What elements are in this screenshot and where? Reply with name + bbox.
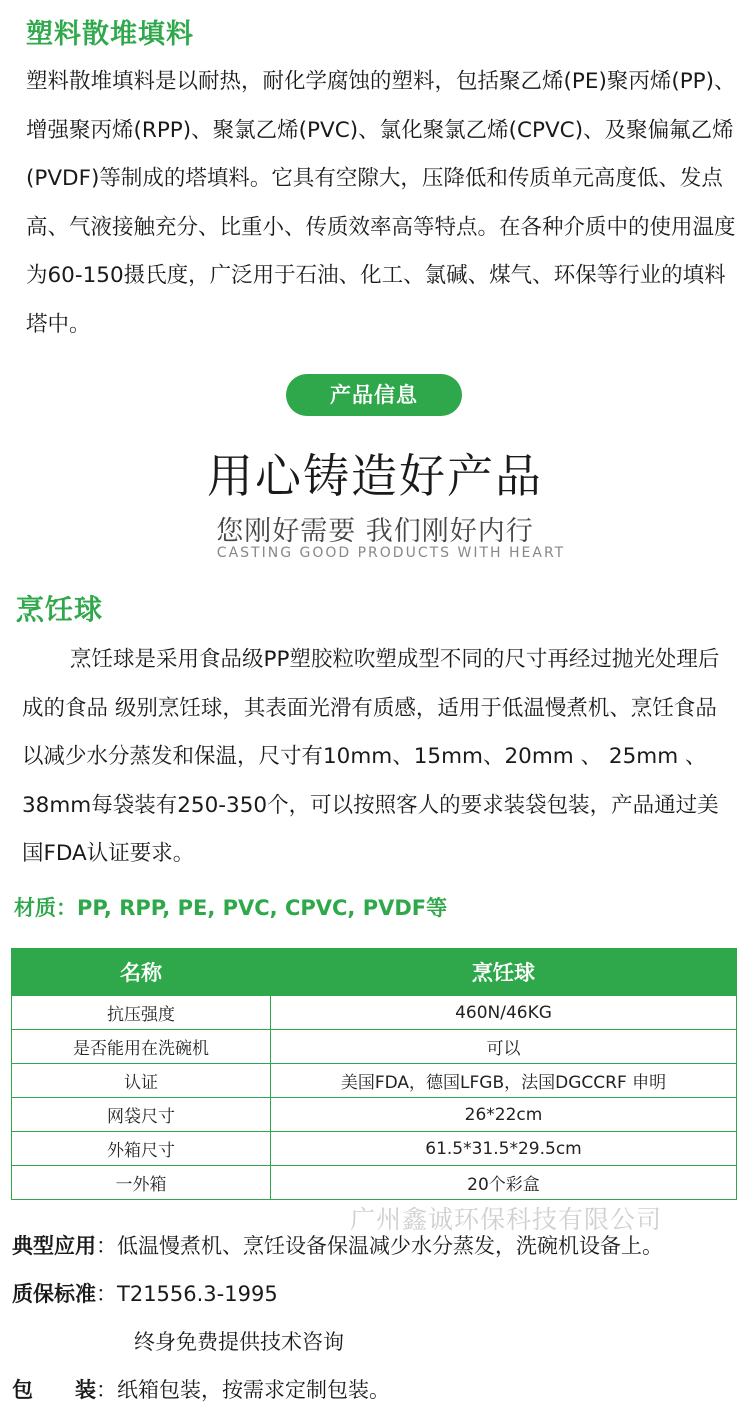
application-label: 典型应用 bbox=[12, 1234, 96, 1258]
warranty-row bbox=[12, 1278, 278, 1308]
slogan-main: 用心铸造好产品 bbox=[207, 449, 543, 503]
packing-value: 纸箱包装，按需求定制包装。 bbox=[117, 1378, 390, 1402]
application-colon: ： bbox=[96, 1234, 117, 1258]
material-line: 材质：PP, RPP, PE, PVC, CPVC, PVDF等 bbox=[14, 896, 448, 920]
product-info-badge: 产品信息 bbox=[286, 374, 462, 416]
table-row bbox=[12, 1132, 737, 1166]
packing-colon: ： bbox=[96, 1378, 117, 1402]
spec-table bbox=[11, 948, 737, 1200]
company-watermark: 广州鑫诚环保科技有限公司 bbox=[350, 1205, 663, 1234]
slogan-english: CASTING GOOD PRODUCTS WITH HEART bbox=[216, 545, 566, 561]
table-row bbox=[12, 1098, 737, 1132]
spec-header-name: 名称 bbox=[12, 949, 271, 996]
warranty-colon: ： bbox=[96, 1282, 117, 1306]
support-value: 终身免费提供技术咨询 bbox=[134, 1330, 344, 1354]
warranty-value: T21556.3-1995 bbox=[117, 1282, 278, 1306]
spec-label: 外箱尺寸 bbox=[12, 1132, 271, 1166]
packing-label: 包 装 bbox=[12, 1378, 96, 1402]
spec-header-product: 烹饪球 bbox=[271, 949, 737, 996]
table-row bbox=[12, 1030, 737, 1064]
warranty-label: 质保标准 bbox=[12, 1282, 96, 1306]
spec-value: 26*22cm bbox=[271, 1098, 737, 1132]
table-row bbox=[12, 996, 737, 1030]
intro-paragraph: 塑料散堆填料是以耐热，耐化学腐蚀的塑料，包括聚乙烯(PE)聚丙烯(PP)、增强聚丙烯(RPP)、聚氯乙烯(PVC)、氯化聚氯乙烯(CPVC)、及聚偏氟乙烯(PVDF)等制成的塔填料。它具有空隙大，压降低和传质单元高度低、发点高、气液接触充分、比重小、传质效率高等特点。在各种介质中的使用温度为60-150摄氏度，广泛用于石油、化工、氯碱、煤气、环保等行业的填料塔中。 bbox=[26, 69, 736, 337]
product-description bbox=[22, 636, 734, 879]
table-row bbox=[12, 1166, 737, 1200]
spec-value: 美国FDA，德国LFGB，法国DGCCRF 申明 bbox=[271, 1064, 737, 1098]
application-row bbox=[12, 1230, 663, 1260]
spec-label: 认证 bbox=[12, 1064, 271, 1098]
support-row bbox=[134, 1326, 344, 1356]
spec-label: 一外箱 bbox=[12, 1166, 271, 1200]
packing-row bbox=[12, 1374, 390, 1404]
application-value: 低温慢煮机、烹饪设备保温减少水分蒸发，洗碗机设备上。 bbox=[117, 1234, 663, 1258]
spec-value: 61.5*31.5*29.5cm bbox=[271, 1132, 737, 1166]
spec-label: 是否能用在洗碗机 bbox=[12, 1030, 271, 1064]
spec-label: 抗压强度 bbox=[12, 996, 271, 1030]
spec-label: 网袋尺寸 bbox=[12, 1098, 271, 1132]
spec-value: 20个彩盒 bbox=[271, 1166, 737, 1200]
product-title: 烹饪球 bbox=[16, 593, 104, 626]
table-row bbox=[12, 1064, 737, 1098]
spec-header-row bbox=[12, 949, 737, 996]
slogan-sub: 您刚好需要 我们刚好内行 bbox=[216, 516, 534, 547]
spec-value: 可以 bbox=[271, 1030, 737, 1064]
intro-title: 塑料散堆填料 bbox=[26, 19, 194, 50]
spec-value: 460N/46KG bbox=[271, 996, 737, 1030]
product-description-text: 烹饪球是采用食品级PP塑胶粒吹塑成型不同的尺寸再经过抛光处理后成的食品 级别烹饪球，其表面光滑有质感，适用于低温慢煮机、烹饪食品以减少水分蒸发和保温，尺寸有10mm、15mm、20mm 、 25mm 、38mm每袋装有250-350个，可以按照客人的要求装袋包装，产品通过美国FDA认证要求。 bbox=[22, 647, 720, 866]
